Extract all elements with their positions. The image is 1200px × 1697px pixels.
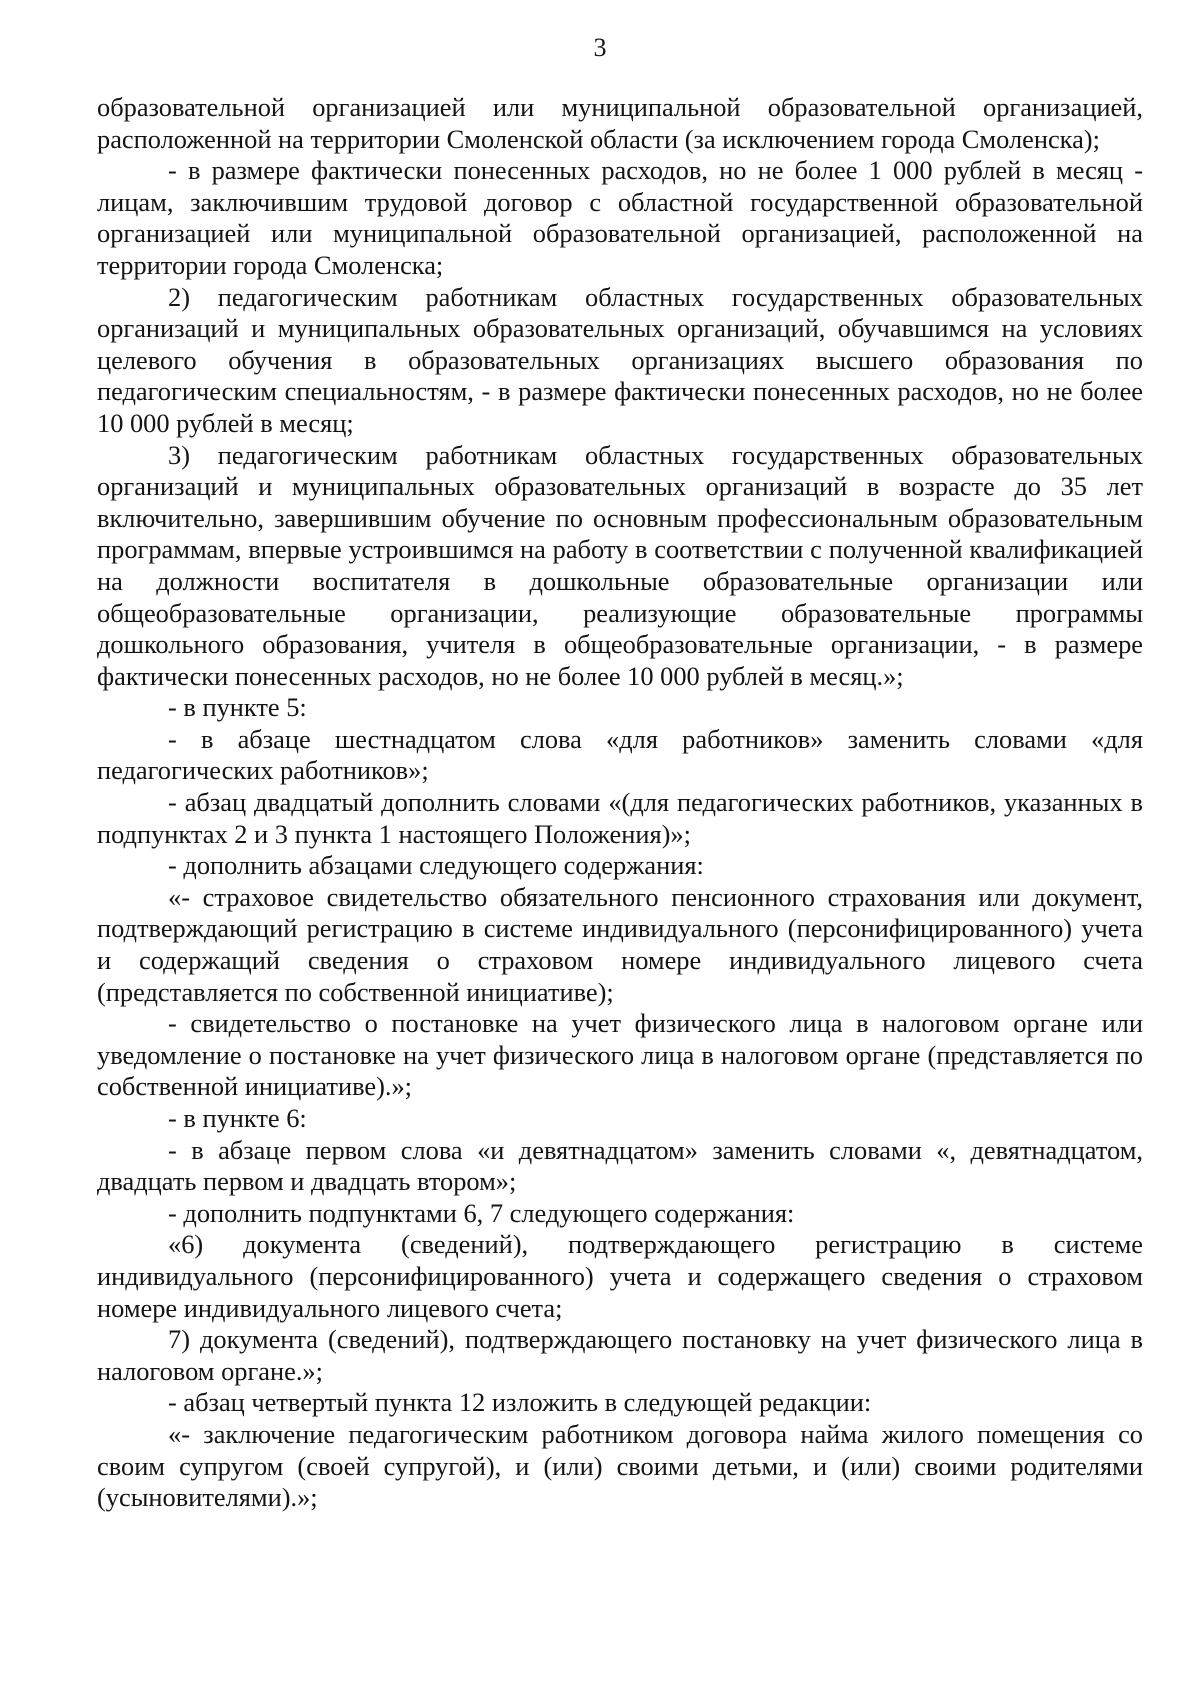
- paragraph-14: «6) документа (сведений), подтверждающего регистрацию в системе индивидуального (персонифицированного) учета и содержащего сведения о страховом номере индивидуального лицевого счета;: [97, 1229, 1143, 1323]
- paragraph-16: - абзац четвертый пункта 12 изложить в следующей редакции:: [168, 1387, 872, 1418]
- paragraph-3: 2) педагогическим работникам областных государственных образовательных организаций и муниципальных образовательных организаций, обучавшимся на условиях целевого обучения в образовательных организациях высшего образования по педагогическим специальностям, - в размере фактически понесенных расходов, но не более 10 000 рублей в месяц;: [97, 281, 1143, 438]
- paragraph-9: «- страховое свидетельство обязательного пенсионного страхования или документ, подтверждающий регистрацию в системе индивидуального (персонифицированного) учета и содержащий сведения о страховом номере индивидуального лицевого счета (представляется по собственной инициативе);: [97, 881, 1143, 1007]
- paragraph-8: - дополнить абзацами следующего содержания:: [168, 850, 704, 881]
- paragraph-12: - в абзаце первом слова «и девятнадцатом» заменить словами «, девятнадцатом, двадцать первом и двадцать втором»;: [97, 1134, 1143, 1197]
- paragraph-2: - в размере фактически понесенных расходов, но не более 1 000 рублей в месяц - лицам, заключившим трудовой договор с областной государственной образовательной организацией или муниципальной образовательной организацией, расположенной на территории города Смоленска;: [97, 155, 1143, 280]
- paragraph-10: - свидетельство о постановке на учет физического лица в налоговом органе или уведомление о постановке на учет физического лица в налоговом органе (представляется по собственной инициативе).»;: [97, 1008, 1143, 1102]
- paragraph-11: - в пункте 6:: [168, 1103, 307, 1133]
- paragraph-6: - в абзаце шестнадцатом слова «для работников» заменить словами «для педагогических работников»;: [97, 723, 1143, 786]
- paragraph-4: 3) педагогическим работникам областных государственных образовательных организаций и муниципальных образовательных организаций в возрасте до 35 лет включительно, завершившим обучение по основным профессиональным образовательным программам, впервые устроившимся на работу в соответствии с полученной квалификацией на должности воспитателя в дошкольные образовательные организации или общеобразовательные организации, реализующие образовательные программы дошкольного образования, учителя в общеобразовательные организации, - в размере фактически понесенных расходов, но не более 10 000 рублей в месяц.»;: [97, 439, 1143, 691]
- paragraph-13: - дополнить подпунктами 6, 7 следующего содержания:: [168, 1197, 795, 1228]
- paragraph-15: 7) документа (сведений), подтверждающего постановку на учет физического лица в налоговом органе.»;: [97, 1324, 1143, 1386]
- paragraph-7: - абзац двадцатый дополнить словами «(для педагогических работников, указанных в подпунктах 2 и 3 пункта 1 настоящего Положения)»;: [97, 787, 1143, 849]
- paragraph-5: - в пункте 5:: [168, 692, 307, 723]
- paragraph-17: «- заключение педагогическим работником договора найма жилого помещения со своим супругом (своей супругой), и (или) своими детьми, и (или) своими родителями (усыновителями).»;: [97, 1418, 1143, 1513]
- page-number: 3: [593, 33, 607, 62]
- document-body: [97, 92, 1143, 1514]
- paragraph-1: образовательной организацией или муниципальной образовательной организацией, расположенной на территории Смоленской области (за исключением города Смоленска);: [97, 92, 1143, 154]
